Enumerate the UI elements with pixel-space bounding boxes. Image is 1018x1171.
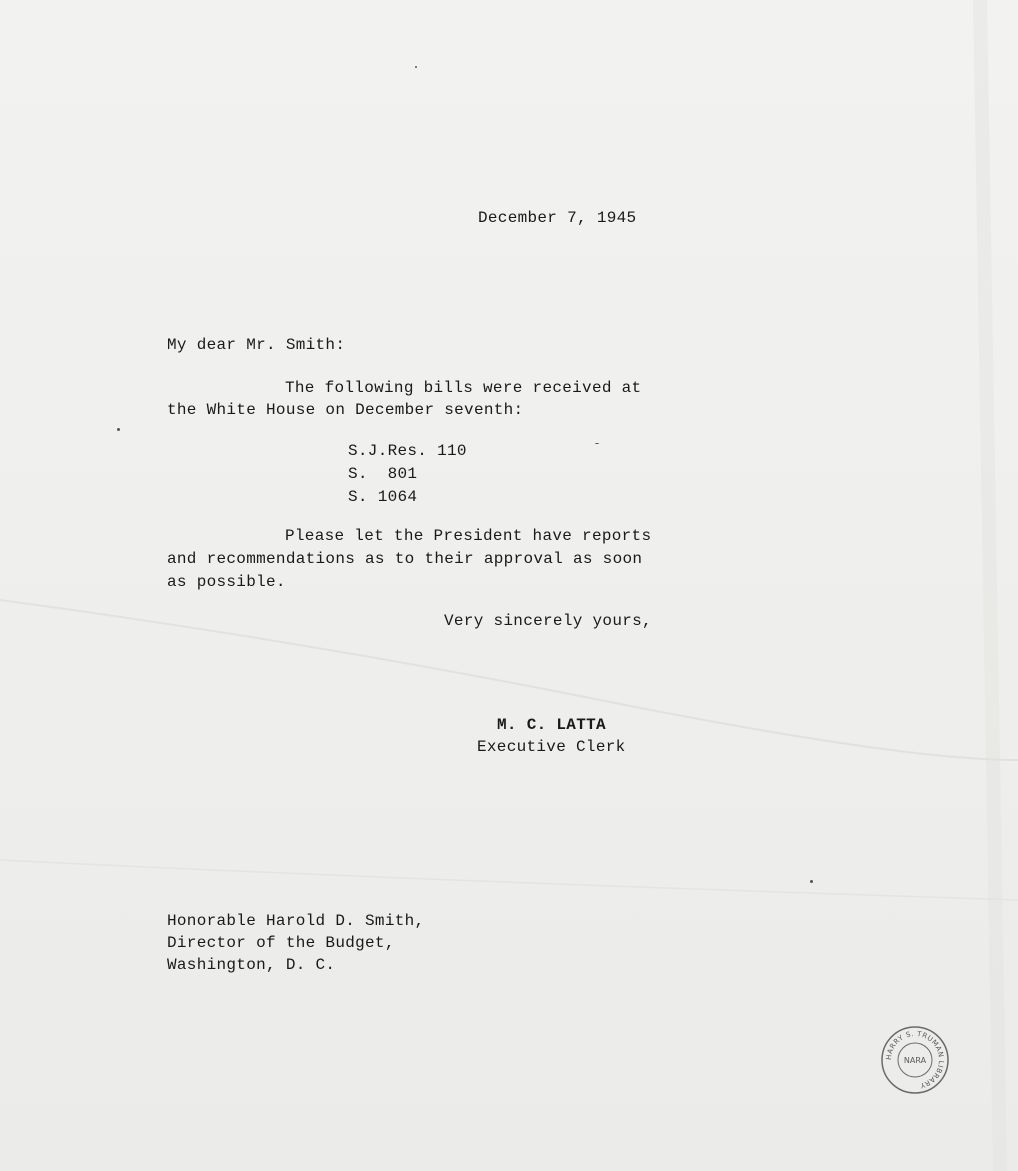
stamp-ring-text: HARRY S. TRUMAN LIBRARY: [884, 1029, 946, 1090]
bill-item: S. 1064: [348, 488, 418, 506]
address-line: Washington, D. C.: [167, 956, 336, 974]
address-line: Honorable Harold D. Smith,: [167, 912, 425, 930]
paper-speck: [595, 443, 599, 444]
body-line: the White House on December seventh:: [167, 401, 524, 419]
paper-speck: [415, 66, 417, 68]
request-line: and recommendations as to their approval as soon: [167, 550, 643, 568]
letter-date: December 7, 1945: [478, 209, 637, 227]
address-line: Director of the Budget,: [167, 934, 395, 952]
signer-name: M. C. LATTA: [497, 716, 606, 734]
paper-speck: [117, 428, 120, 431]
closing: Very sincerely yours,: [444, 612, 652, 630]
bill-item: S. 801: [348, 465, 418, 483]
stamp-center-text: NARA: [903, 1056, 927, 1065]
bill-item: S.J.Res. 110: [348, 442, 467, 460]
request-line: as possible.: [167, 573, 286, 591]
paper-speck: [810, 880, 813, 883]
truman-library-stamp: [880, 1025, 950, 1095]
request-line: Please let the President have reports: [285, 527, 652, 545]
body-line: The following bills were received at: [285, 379, 642, 397]
signer-title: Executive Clerk: [477, 738, 626, 756]
salutation: My dear Mr. Smith:: [167, 336, 346, 354]
